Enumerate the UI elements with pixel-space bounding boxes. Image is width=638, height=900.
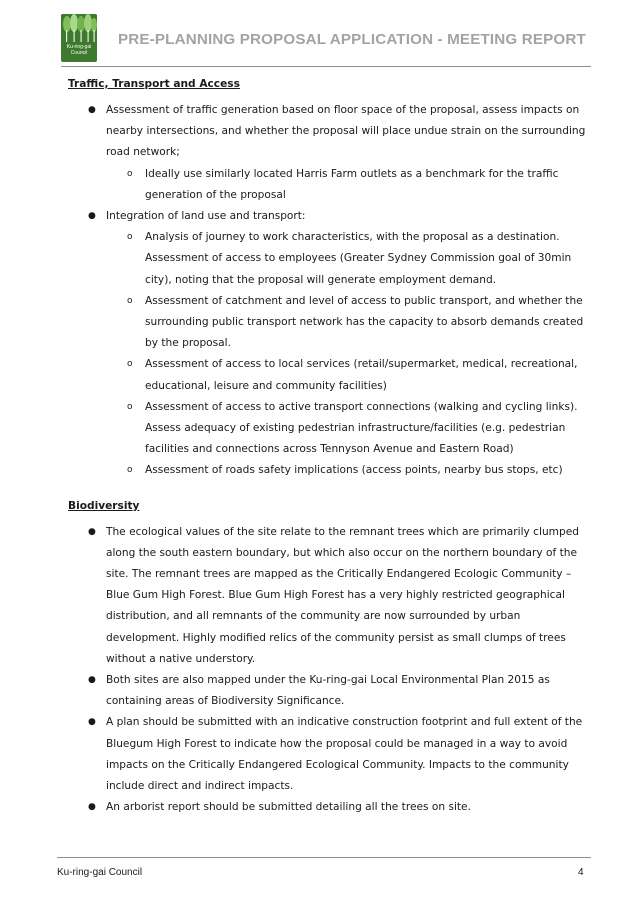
sub-list-item bbox=[106, 227, 588, 291]
bullet-icon: ● bbox=[88, 802, 96, 813]
list-item bbox=[68, 100, 588, 206]
sub-list-item bbox=[106, 397, 588, 461]
section-heading-biodiversity: Biodiversity bbox=[68, 499, 140, 512]
logo-text: Ku-ring-gai Council bbox=[66, 44, 92, 56]
sub-list bbox=[106, 227, 588, 481]
sub-list-item-text: Analysis of journey to work characteristics, with the proposal as a destination. Assessment of access to employees (Greater Sydney Commission goal of 30min city), noting that the proposal will generate employment demand. bbox=[145, 231, 572, 286]
circle-bullet-icon: o bbox=[127, 359, 133, 370]
bullet-icon: ● bbox=[88, 675, 96, 686]
bullet-icon: ● bbox=[88, 211, 96, 222]
list-item bbox=[68, 797, 588, 818]
list-item-text: Both sites are also mapped under the Ku-ring-gai Local Environmental Plan 2015 as containing areas of Biodiversity Significance. bbox=[106, 674, 550, 708]
circle-bullet-icon: o bbox=[127, 232, 133, 243]
footer-divider bbox=[57, 857, 591, 858]
list-item bbox=[68, 522, 588, 670]
sub-list-item bbox=[106, 460, 588, 481]
tree-logo-icon bbox=[61, 14, 97, 44]
sub-list-item-text: Ideally use similarly located Harris Farm outlets as a benchmark for the traffic generation of the proposal bbox=[145, 167, 559, 201]
circle-bullet-icon: o bbox=[127, 168, 133, 179]
list-item bbox=[68, 712, 588, 797]
sub-list-item-text: Assessment of catchment and level of access to public transport, and whether the surrounding public transport network has the capacity to absorb demands created by the proposal. bbox=[145, 294, 584, 350]
council-logo bbox=[61, 14, 97, 62]
page-title: PRE-PLANNING PROPOSAL APPLICATION - MEETING REPORT bbox=[118, 31, 586, 48]
list-item-text: An arborist report should be submitted detailing all the trees on site. bbox=[106, 801, 471, 814]
sub-list bbox=[106, 164, 588, 206]
list-item bbox=[68, 206, 588, 482]
page-header bbox=[0, 0, 638, 68]
list-item-text: The ecological values of the site relate to the remnant trees which are primarily clumped along the south eastern boundary, but which also occur on the northern boundary of the site. The remnant trees are mapped as the Critically Endangered Ecologic Community – Blue Gum High Forest. Blue Gum High Forest has a very highly restricted geographical distribution, and all remnants of the community are now surrounded by urban development. Highly modified relics of the community persist as small clumps of trees without a native understory. bbox=[106, 525, 579, 665]
sub-list-item bbox=[106, 354, 588, 396]
circle-bullet-icon: o bbox=[127, 401, 133, 412]
page-number: 4 bbox=[578, 867, 584, 878]
traffic-list bbox=[68, 100, 588, 482]
circle-bullet-icon: o bbox=[127, 465, 133, 476]
list-item-text: Integration of land use and transport: bbox=[106, 210, 306, 223]
sub-list-item bbox=[106, 291, 588, 355]
bullet-icon: ● bbox=[88, 526, 96, 537]
section-heading-traffic: Traffic, Transport and Access bbox=[68, 78, 240, 90]
sub-list-item bbox=[106, 164, 588, 206]
sub-list-item-text: Assessment of roads safety implications (access points, nearby bus stops, etc) bbox=[145, 464, 563, 477]
footer-organisation: Ku-ring-gai Council bbox=[57, 867, 143, 878]
report-body bbox=[68, 76, 588, 819]
sub-list-item-text: Assessment of access to local services (retail/supermarket, medical, recreational, educational, leisure and community facilities) bbox=[145, 358, 578, 392]
bullet-icon: ● bbox=[88, 105, 96, 115]
list-item bbox=[68, 670, 588, 712]
circle-bullet-icon: o bbox=[127, 295, 133, 306]
biodiversity-list bbox=[68, 522, 588, 819]
list-item-text: Assessment of traffic generation based on floor space of the proposal, assess impacts on nearby intersections, and whether the proposal will place undue strain on the surrounding road network; bbox=[106, 104, 586, 159]
bullet-icon: ● bbox=[88, 717, 96, 728]
list-item-text: A plan should be submitted with an indicative construction footprint and full extent of the Bluegum High Forest to indicate how the proposal could be managed in a way to avoid impacts on the Critically Endangered Ecological Community. Impacts to the community include direct and indirect impacts. bbox=[106, 716, 583, 793]
header-divider bbox=[61, 66, 591, 67]
sub-list-item-text: Assessment of access to active transport connections (walking and cycling links). Assess adequacy of existing pedestrian infrastructure/facilities (e.g. pedestrian facilities and connections across Tennyson Avenue and Eastern Road) bbox=[145, 400, 578, 456]
